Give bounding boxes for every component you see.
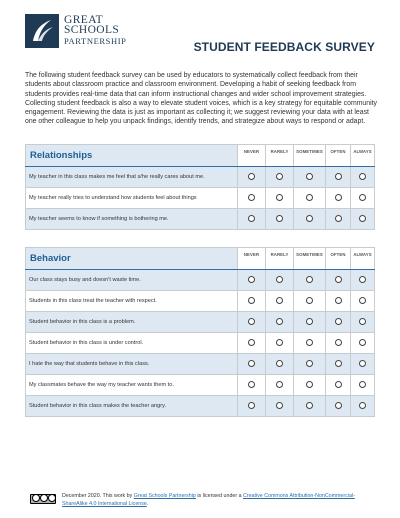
logo-text — [64, 15, 126, 46]
question-text: My teacher seems to know if something is bothering me. — [26, 209, 238, 230]
radio-often[interactable] — [335, 215, 342, 222]
question-text: Students in this class treat the teacher with respect. — [26, 291, 238, 312]
footer-text — [62, 492, 375, 508]
option-cell-always — [351, 270, 375, 291]
table-row — [26, 270, 375, 291]
org-link[interactable]: Great Schools Partnership — [133, 493, 196, 499]
footer-middle: is licensed under a — [195, 493, 243, 499]
option-cell-sometimes — [294, 270, 326, 291]
scale-header-never: NEVER — [238, 248, 266, 270]
option-cell-always — [351, 167, 375, 188]
question-text: My teacher in this class makes me feel that s/he really cares about me. — [26, 167, 238, 188]
footer-prefix: December 2020. This work by — [62, 493, 134, 499]
creative-commons-badge-icon — [30, 494, 56, 504]
radio-often[interactable] — [335, 402, 342, 409]
option-cell-never — [238, 354, 266, 375]
radio-never[interactable] — [248, 194, 255, 201]
option-cell-sometimes — [294, 354, 326, 375]
radio-sometimes[interactable] — [306, 194, 313, 201]
radio-sometimes[interactable] — [306, 339, 313, 346]
table-row — [26, 396, 375, 417]
table-header-row — [26, 145, 375, 167]
option-cell-often — [326, 312, 351, 333]
question-text: Student behavior in this class makes the teacher angry. — [26, 396, 238, 417]
option-cell-always — [351, 312, 375, 333]
option-cell-sometimes — [294, 209, 326, 230]
radio-rarely[interactable] — [276, 297, 283, 304]
option-cell-often — [326, 270, 351, 291]
table-row — [26, 167, 375, 188]
radio-always[interactable] — [359, 339, 366, 346]
question-text: Student behavior in this class is under control. — [26, 333, 238, 354]
option-cell-often — [326, 354, 351, 375]
option-cell-never — [238, 333, 266, 354]
radio-often[interactable] — [335, 173, 342, 180]
radio-rarely[interactable] — [276, 276, 283, 283]
option-cell-always — [351, 209, 375, 230]
radio-never[interactable] — [248, 360, 255, 367]
option-cell-sometimes — [294, 333, 326, 354]
question-text: My teacher really tries to understand how students feel about things — [26, 188, 238, 209]
option-cell-often — [326, 188, 351, 209]
radio-sometimes[interactable] — [306, 215, 313, 222]
option-cell-always — [351, 291, 375, 312]
option-cell-rarely — [266, 312, 294, 333]
option-cell-sometimes — [294, 375, 326, 396]
logo-line-2: SCHOOLS — [64, 24, 120, 36]
radio-often[interactable] — [335, 381, 342, 388]
radio-never[interactable] — [248, 381, 255, 388]
radio-always[interactable] — [359, 318, 366, 325]
radio-always[interactable] — [359, 402, 366, 409]
scale-header-rarely: RARELY — [266, 145, 294, 167]
footer — [30, 492, 375, 510]
radio-never[interactable] — [248, 276, 255, 283]
option-cell-never — [238, 270, 266, 291]
radio-sometimes[interactable] — [306, 276, 313, 283]
section-title: Behavior — [30, 253, 71, 264]
option-cell-sometimes — [294, 188, 326, 209]
radio-never[interactable] — [248, 215, 255, 222]
radio-rarely[interactable] — [276, 194, 283, 201]
option-cell-never — [238, 312, 266, 333]
radio-always[interactable] — [359, 360, 366, 367]
radio-always[interactable] — [359, 215, 366, 222]
radio-often[interactable] — [335, 339, 342, 346]
license-link[interactable]: Creative Commons Attribution-NonCommercial-ShareAlike 4.0 International License — [62, 493, 355, 507]
logo-line-1: GREAT — [64, 14, 104, 26]
radio-sometimes[interactable] — [306, 381, 313, 388]
option-cell-never — [238, 188, 266, 209]
radio-sometimes[interactable] — [306, 402, 313, 409]
radio-rarely[interactable] — [276, 360, 283, 367]
option-cell-rarely — [266, 333, 294, 354]
option-cell-always — [351, 396, 375, 417]
option-cell-rarely — [266, 270, 294, 291]
scale-header-sometimes: SOMETIMES — [294, 145, 326, 167]
option-cell-always — [351, 375, 375, 396]
radio-always[interactable] — [359, 381, 366, 388]
question-text: Student behavior in this class is a problem. — [26, 312, 238, 333]
table-row — [26, 354, 375, 375]
table-header-row — [26, 248, 375, 270]
radio-never[interactable] — [248, 402, 255, 409]
option-cell-rarely — [266, 209, 294, 230]
scale-header-always: ALWAYS — [351, 145, 375, 167]
option-cell-often — [326, 396, 351, 417]
header — [25, 14, 375, 64]
radio-sometimes[interactable] — [306, 318, 313, 325]
radio-rarely[interactable] — [276, 215, 283, 222]
option-cell-often — [326, 375, 351, 396]
option-cell-rarely — [266, 354, 294, 375]
page-title: STUDENT FEEDBACK SURVEY — [193, 40, 375, 54]
logo-line-3: PARTNERSHIP — [64, 36, 127, 46]
table-row — [26, 375, 375, 396]
radio-never[interactable] — [248, 339, 255, 346]
option-cell-rarely — [266, 375, 294, 396]
radio-sometimes[interactable] — [306, 173, 313, 180]
scale-header-often: OFTEN — [326, 145, 351, 167]
radio-sometimes[interactable] — [306, 360, 313, 367]
option-cell-never — [238, 167, 266, 188]
radio-often[interactable] — [335, 276, 342, 283]
option-cell-rarely — [266, 188, 294, 209]
option-cell-often — [326, 209, 351, 230]
radio-rarely[interactable] — [276, 381, 283, 388]
question-text: Our class stays busy and doesn't waste time. — [26, 270, 238, 291]
radio-rarely[interactable] — [276, 339, 283, 346]
option-cell-sometimes — [294, 312, 326, 333]
option-cell-always — [351, 333, 375, 354]
option-cell-sometimes — [294, 291, 326, 312]
radio-never[interactable] — [248, 173, 255, 180]
scale-header-never: NEVER — [238, 145, 266, 167]
option-cell-often — [326, 333, 351, 354]
option-cell-never — [238, 209, 266, 230]
question-text: My classmates behave the way my teacher wants them to. — [26, 375, 238, 396]
radio-always[interactable] — [359, 194, 366, 201]
logo — [25, 14, 145, 62]
scale-header-often: OFTEN — [326, 248, 351, 270]
radio-often[interactable] — [335, 194, 342, 201]
option-cell-rarely — [266, 396, 294, 417]
option-cell-always — [351, 354, 375, 375]
radio-sometimes[interactable] — [306, 297, 313, 304]
radio-rarely[interactable] — [276, 173, 283, 180]
section-header — [26, 248, 238, 270]
relationships-table — [25, 144, 375, 230]
section-header — [26, 145, 238, 167]
radio-often[interactable] — [335, 297, 342, 304]
radio-often[interactable] — [335, 360, 342, 367]
behavior-table — [25, 247, 375, 417]
radio-always[interactable] — [359, 297, 366, 304]
scale-header-rarely: RARELY — [266, 248, 294, 270]
table-row — [26, 291, 375, 312]
radio-rarely[interactable] — [276, 318, 283, 325]
radio-never[interactable] — [248, 318, 255, 325]
table-row — [26, 188, 375, 209]
option-cell-often — [326, 291, 351, 312]
section-title: Relationships — [30, 150, 93, 161]
option-cell-sometimes — [294, 396, 326, 417]
option-cell-never — [238, 396, 266, 417]
option-cell-rarely — [266, 291, 294, 312]
table-row — [26, 312, 375, 333]
intro-paragraph: The following student feedback survey can be used by educators to systematically collect feedback from their students about classroom practice and classroom environment. Developing a habit of seeking feedback from students provides real-time data that can inform instructional changes and wider school improvement strategies. Collecting student feedback is also a way to elevate student voices, which is a key strategy for equitable community engagement. Reviewing the data is just as important as collecting it; we suggest reviewing your data with at least one other colleague to help you unpack findings, identify trends, and strategize about ways to respond or adapt. — [25, 72, 377, 126]
question-text: I hate the way that students behave in this class. — [26, 354, 238, 375]
scale-header-always: ALWAYS — [351, 248, 375, 270]
option-cell-rarely — [266, 167, 294, 188]
radio-often[interactable] — [335, 318, 342, 325]
radio-always[interactable] — [359, 276, 366, 283]
radio-rarely[interactable] — [276, 402, 283, 409]
scale-header-sometimes: SOMETIMES — [294, 248, 326, 270]
option-cell-often — [326, 167, 351, 188]
radio-always[interactable] — [359, 173, 366, 180]
table-row — [26, 333, 375, 354]
option-cell-never — [238, 291, 266, 312]
footer-suffix: . — [146, 501, 149, 507]
option-cell-never — [238, 375, 266, 396]
logo-mark-icon — [25, 14, 59, 48]
option-cell-sometimes — [294, 167, 326, 188]
radio-never[interactable] — [248, 297, 255, 304]
option-cell-always — [351, 188, 375, 209]
table-row — [26, 209, 375, 230]
